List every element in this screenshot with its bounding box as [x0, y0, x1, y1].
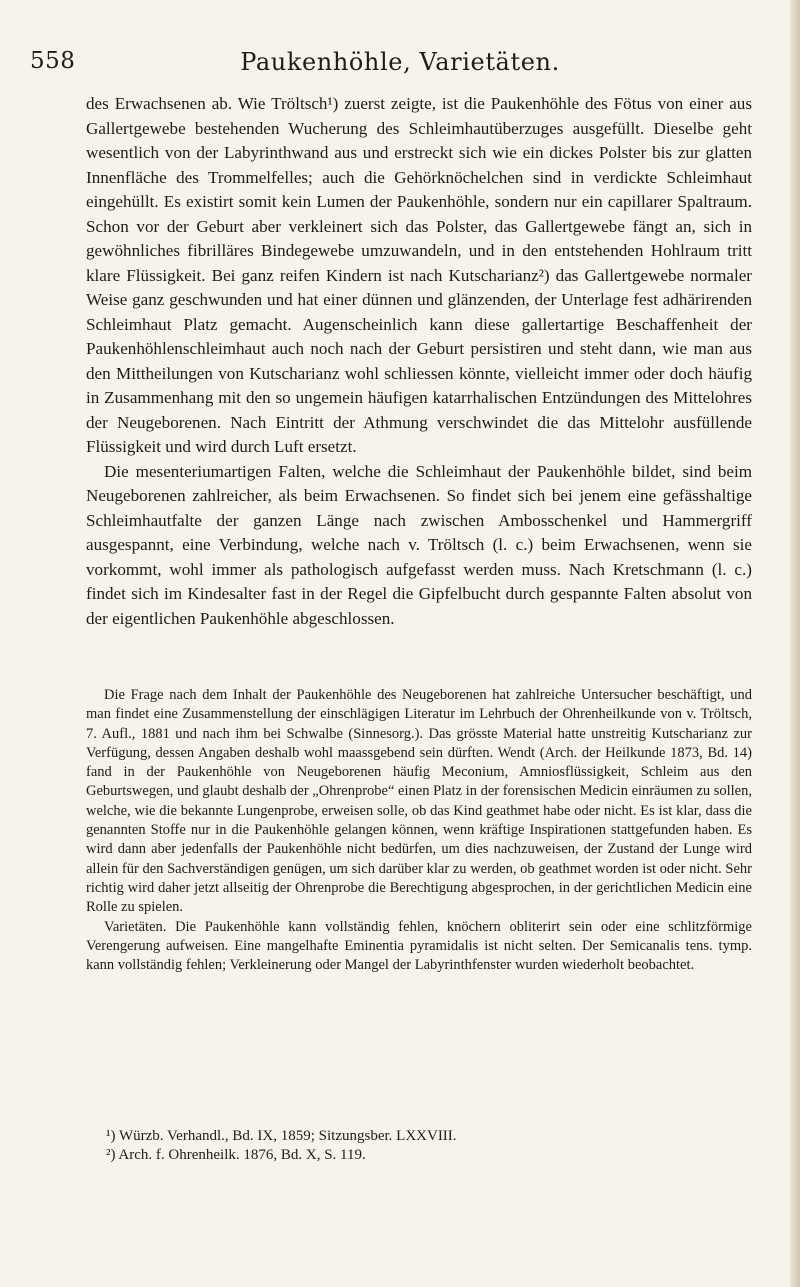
page-edge-shadow [790, 0, 800, 1287]
page-header [0, 48, 800, 82]
note-paragraph-varietaeten: Varietäten. Die Paukenhöhle kann vollständig fehlen, knöchern obliterirt sein oder eine schlitzförmige Verengerung aufweisen. Eine mangelhafte Eminentia pyramidalis ist nicht selten. Der Semicanalis tens. tymp. kann vollständig fehlen; Verkleinerung oder Mangel der Labyrinthfenster wurden wiederholt beobachtet. [86, 918, 752, 974]
note-paragraph-1: Die Frage nach dem Inhalt der Paukenhöhle des Neugeborenen hat zahlreiche Untersucher beschäftigt, und man findet eine Zusammenstellung der einschlägigen Literatur im Lehrbuch der Ohrenheilkunde von v. Tröltsch, 7. Aufl., 1881 und nach ihm bei Schwalbe (Sinnesorg.). Das grösste Material hatte unstreitig Kutscharianz zur Verfügung, dessen Angaben deshalb wohl maassgebend sein dürften. Wendt (Arch. der Heilkunde 1873, Bd. 14) fand in der Paukenhöhle von Neugeborenen häufig Meconium, Amniosflüssigkeit, Schleim aus den Geburtswegen, und glaubt deshalb der „Ohrenprobe“ einen Platz in der forensischen Medicin einräumen zu sollen, welche, wie die bekannte Lungenprobe, erweisen solle, ob das Kind geathmet habe oder nicht. Es ist klar, dass die genannten Stoffe nur in die Paukenhöhle gelangen können, wenn kräftige Inspirationen stattgefunden haben. Es wird dann aber jedenfalls der Paukenhöhle nicht bedürfen, um dies nachzuweisen, der Zustand der Lunge wird allein für den Sachverständigen genügen, um sich darüber klar zu werden, ob geathmet worden ist oder nicht. Sehr richtig wird daher jetzt allseitig der Ohrenprobe die Berechtigung abgesprochen, in der gerichtlichen Medicin eine Rolle zu spielen. [86, 687, 752, 916]
page-number: 558 [30, 48, 76, 74]
paragraph-1: des Erwachsenen ab. Wie Tröltsch¹) zuerst zeigte, ist die Paukenhöhle des Fötus von einer aus Gallertgewebe bestehenden Wucherung des Schleimhautüberzuges ausgefüllt. Dieselbe geht wesentlich von der Labyrinthwand aus und erstreckt sich wie ein dickes Polster bis zur glatten Innenfläche des Trommelfelles; auch die Gehörknöchelchen sind in verdickte Schleimhaut eingehüllt. Es existirt somit kein Lumen der Paukenhöhle, sondern nur ein capillarer Spaltraum. Schon vor der Geburt aber verkleinert sich das Polster, das Gallertgewebe fängt an, sich in gewöhnliches fibrilläres Bindegewebe umzuwandeln, und in den entstehenden Hohlraum tritt klare Flüssigkeit. Bei ganz reifen Kindern ist nach Kutscharianz²) das Gallertgewebe normaler Weise ganz geschwunden und hat einer dünnen und glänzenden, der Unterlage fest adhärirenden Schleimhaut Platz gemacht. Augenscheinlich kann diese gallertartige Beschaffenheit der Paukenhöhlenschleimhaut auch noch nach der Geburt persistiren und steht dann, wie man aus den Mittheilungen von Kutscharianz wohl schliessen könnte, vielleicht immer oder doch häufig in Zusammenhang mit den so ungemein häufigen katarrhalischen Entzündungen des Mittelohres der Neugeborenen. Nach Eintritt der Athmung verschwindet die das Mittelohr ausfüllende Flüssigkeit und wird durch Luft ersetzt. [86, 94, 752, 456]
footnote-2: ²) Arch. f. Ohrenheilk. 1876, Bd. X, S. 119. [106, 1147, 366, 1163]
paragraph-2: Die mesenteriumartigen Falten, welche die Schleimhaut der Paukenhöhle bildet, sind beim Neugeborenen zahlreicher, als beim Erwachsenen. So findet sich bei jenem eine gefässhaltige Schleimhautfalte der ganzen Länge nach zwischen Ambosschenkel und Hammergriff ausgespannt, eine Verbindung, welche nach v. Tröltsch (l. c.) beim Erwachsenen, wenn sie vorkommt, wohl immer als pathologisch aufgefasst werden muss. Nach Kretschmann (l. c.) findet sich im Kindesalter fast in der Regel die Gipfelbucht durch gespannte Falten absolut von der eigentlichen Paukenhöhle abgeschlossen. [86, 461, 752, 628]
footnotes [106, 1127, 746, 1165]
small-print-notes [86, 686, 752, 975]
main-text [86, 92, 752, 631]
footnote-1: ¹) Würzb. Verhandl., Bd. IX, 1859; Sitzungsber. LXXVIII. [106, 1128, 457, 1144]
running-title: Paukenhöhle, Varietäten. [240, 48, 560, 76]
